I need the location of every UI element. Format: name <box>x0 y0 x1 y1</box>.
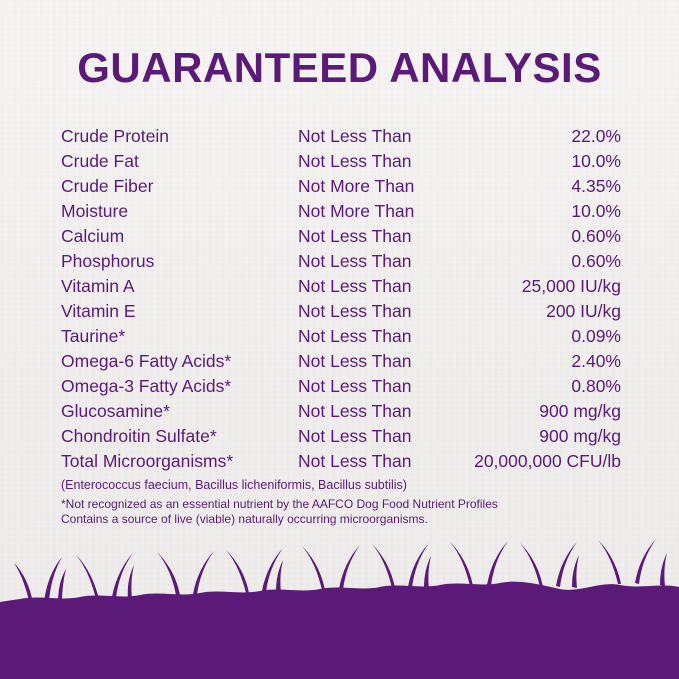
nutrient-qualifier: Not Less Than <box>298 251 412 271</box>
table-row <box>61 351 621 376</box>
nutrient-amount: 0.60% <box>571 226 621 246</box>
nutrient-qualifier: Not Less Than <box>298 126 412 146</box>
nutrient-qualifier: Not More Than <box>298 176 415 196</box>
table-row <box>61 126 621 151</box>
nutrient-qualifier: Not Less Than <box>298 326 412 346</box>
table-row <box>61 226 621 251</box>
nutrient-amount: 200 IU/kg <box>546 301 621 321</box>
nutrient-amount: 22.0% <box>571 126 621 146</box>
nutrient-name: Vitamin E <box>61 301 136 321</box>
nutrient-name: Phosphorus <box>61 251 155 271</box>
nutrition-table <box>61 126 621 476</box>
table-row <box>61 276 621 301</box>
page-title: GUARANTEED ANALYSIS <box>77 44 602 91</box>
nutrient-qualifier: Not Less Than <box>298 151 412 171</box>
nutrient-qualifier: Not Less Than <box>298 226 412 246</box>
nutrient-amount: 20,000,000 CFU/lb <box>474 451 621 471</box>
footnote-live-microorganisms: Contains a source of live (viable) naturally occurring microorganisms. <box>61 512 428 526</box>
nutrient-name: Glucosamine* <box>61 401 170 421</box>
nutrient-name: Total Microorganisms* <box>61 451 234 471</box>
microorganism-strains-note: (Enterococcus faecium, Bacillus licheniformis, Bacillus subtilis) <box>61 478 407 492</box>
nutrient-amount: 900 mg/kg <box>539 426 621 446</box>
table-row <box>61 176 621 201</box>
nutrient-amount: 10.0% <box>571 201 621 221</box>
table-row <box>61 326 621 351</box>
table-row <box>61 151 621 176</box>
table-row <box>61 451 621 476</box>
nutrient-name: Vitamin A <box>61 276 135 296</box>
nutrient-name: Taurine* <box>61 326 126 346</box>
nutrient-qualifier: Not Less Than <box>298 276 412 296</box>
nutrient-name: Omega-6 Fatty Acids* <box>61 351 232 371</box>
nutrient-name: Moisture <box>61 201 129 221</box>
grass-silhouette-decoration <box>0 509 679 679</box>
nutrient-amount: 0.80% <box>571 376 621 396</box>
nutrient-name: Omega-3 Fatty Acids* <box>61 376 232 396</box>
footnote-aafco: *Not recognized as an essential nutrient by the AAFCO Dog Food Nutrient Profiles <box>61 497 498 511</box>
nutrient-qualifier: Not Less Than <box>298 351 412 371</box>
nutrient-amount: 10.0% <box>571 151 621 171</box>
nutrient-amount: 900 mg/kg <box>539 401 621 421</box>
nutrient-name: Calcium <box>61 226 125 246</box>
nutrient-name: Crude Fat <box>61 151 139 171</box>
nutrient-qualifier: Not Less Than <box>298 426 412 446</box>
nutrient-amount: 2.40% <box>571 351 621 371</box>
nutrient-amount: 0.60% <box>571 251 621 271</box>
nutrient-qualifier: Not More Than <box>298 201 415 221</box>
table-row <box>61 251 621 276</box>
nutrient-amount: 0.09% <box>571 326 621 346</box>
nutrient-qualifier: Not Less Than <box>298 376 412 396</box>
table-row <box>61 201 621 226</box>
nutrient-amount: 25,000 IU/kg <box>521 276 621 296</box>
table-row <box>61 401 621 426</box>
nutrient-name: Crude Fiber <box>61 176 154 196</box>
nutrient-amount: 4.35% <box>571 176 621 196</box>
nutrient-qualifier: Not Less Than <box>298 401 412 421</box>
nutrient-name: Crude Protein <box>61 126 169 146</box>
table-row <box>61 376 621 401</box>
table-row <box>61 301 621 326</box>
nutrient-qualifier: Not Less Than <box>298 301 412 321</box>
nutrient-qualifier: Not Less Than <box>298 451 412 471</box>
table-row <box>61 426 621 451</box>
nutrient-name: Chondroitin Sulfate* <box>61 426 217 446</box>
